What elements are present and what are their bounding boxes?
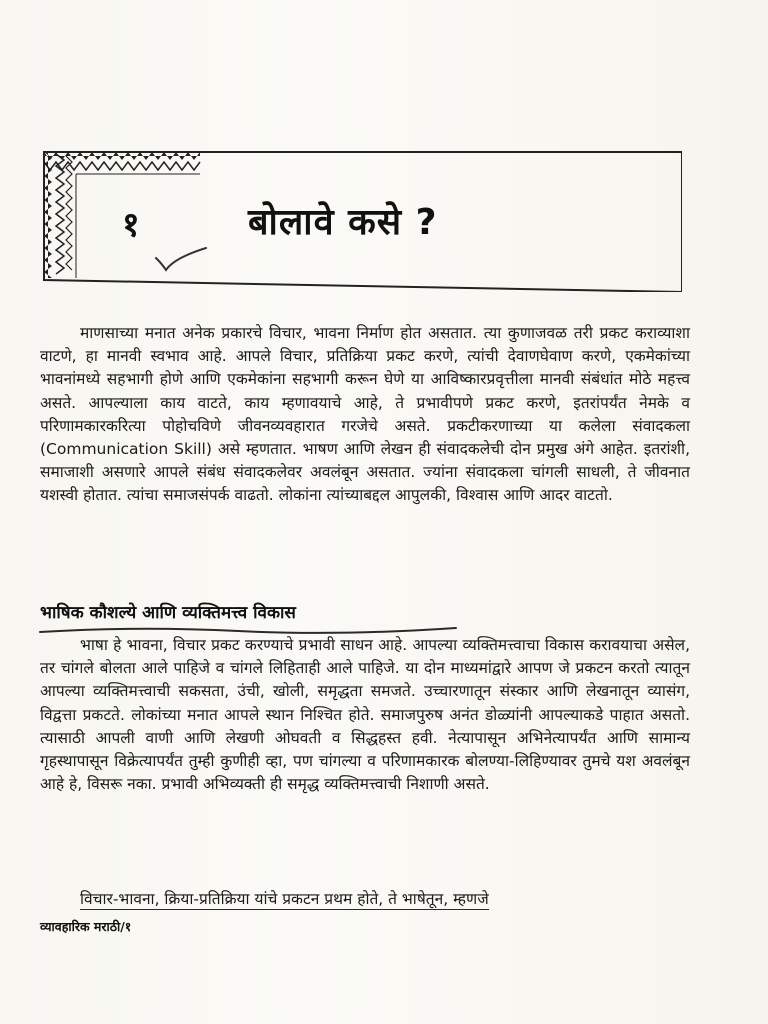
section-heading: भाषिक कौशल्ये आणि व्यक्तिमत्त्व विकास (40, 603, 296, 623)
chapter-number: १ (122, 205, 140, 245)
paragraph-2: भाषा हे भावना, विचार प्रकट करण्याचे प्रभावी साधन आहे. आपल्या व्यक्तिमत्त्वाचा विकास करावयाचा असेल, तर चांगले बोलता आले पाहिजे व चांगले लिहिताही आले पाहिजे. या दोन माध्यमांद्वारे आपण जे प्रकटन करतो त्यातून आपल्या व्यक्तिमत्त्वाची सकसता, उंची, खोली, समृद्धता समजते. उच्चारणातून संस्कार आणि लेखनातून व्यासंग, विद्वत्ता प्रकटते. लोकांच्या मनात आपले स्थान निश्चित होते. समाजपुरुष अनंत डोळ्यांनी आपल्याकडे पाहात असतो. त्यासाठी आपली वाणी आणि लेखणी ओघवती व सिद्धहस्त हवी. नेत्यापासून अभिनेत्यापर्यंत आणि सामान्य गृहस्थापासून विक्रेत्यापर्यंत तुम्ही कुणीही व्हा, पण चांगल्या व परिणामकारक बोलण्या-लिहिण्यावर तुमचे यश अवलंबून आहे हे, विसरू नका. प्रभावी अभिव्यक्ती ही समृद्ध व्यक्तिमत्त्वाची निशाणी असते. (40, 636, 690, 794)
paragraph-2-container (40, 634, 690, 796)
handwritten-check-icon (152, 244, 212, 274)
paragraph-3-container (40, 888, 690, 911)
paragraph-1-container (40, 322, 690, 508)
paragraph-1: माणसाच्या मनात अनेक प्रकारचे विचार, भावना निर्माण होत असतात. त्या कुणाजवळ तरी प्रकट कराव्याशा वाटणे, हा मानवी स्वभाव आहे. आपले विचार, प्रतिक्रिया प्रकट करणे, त्यांची देवाणघेवाण करणे, एकमेकांच्या भावनांमध्ये सहभागी होणे आणि एकमेकांना सहभागी करून घेणे या आविष्कारप्रवृत्तीला मानवी संबंधांत मोठे महत्त्व असते. आपल्याला काय वाटते, काय म्हणावयाचे आहे, ते प्रभावीपणे प्रकट करणे, इतरांपर्यंत नेमके व परिणामकारकरित्या पोहोचविणे जीवनव्यवहारात गरजेचे असते. प्रकटीकरणाच्या या कलेला संवादकला (Communication Skill) असे म्हणतात. भाषण आणि लेखन ही संवादकलेची दोन प्रमुख अंगे आहेत. इतरांशी, समाजाशी असणारे आपले संबंध संवादकलेवर अवलंबून असतात. ज्यांना संवादकला चांगली साधली, ते जीवनात यशस्वी होतात. त्यांचा समाजसंपर्क वाढतो. लोकांना त्यांच्याबद्दल आपुलकी, विश्वास आणि आदर वाटतो. (40, 324, 690, 505)
page-footer: व्यावहारिक मराठी/१ (40, 919, 132, 934)
chapter-title: बोलावे कसे ? (248, 202, 438, 243)
paragraph-3-text: विचार-भावना, क्रिया-प्रतिक्रिया यांचे प्रकटन प्रथम होते, ते भाषेतून, म्हणजे (80, 890, 489, 908)
paragraph-3 (40, 888, 690, 911)
